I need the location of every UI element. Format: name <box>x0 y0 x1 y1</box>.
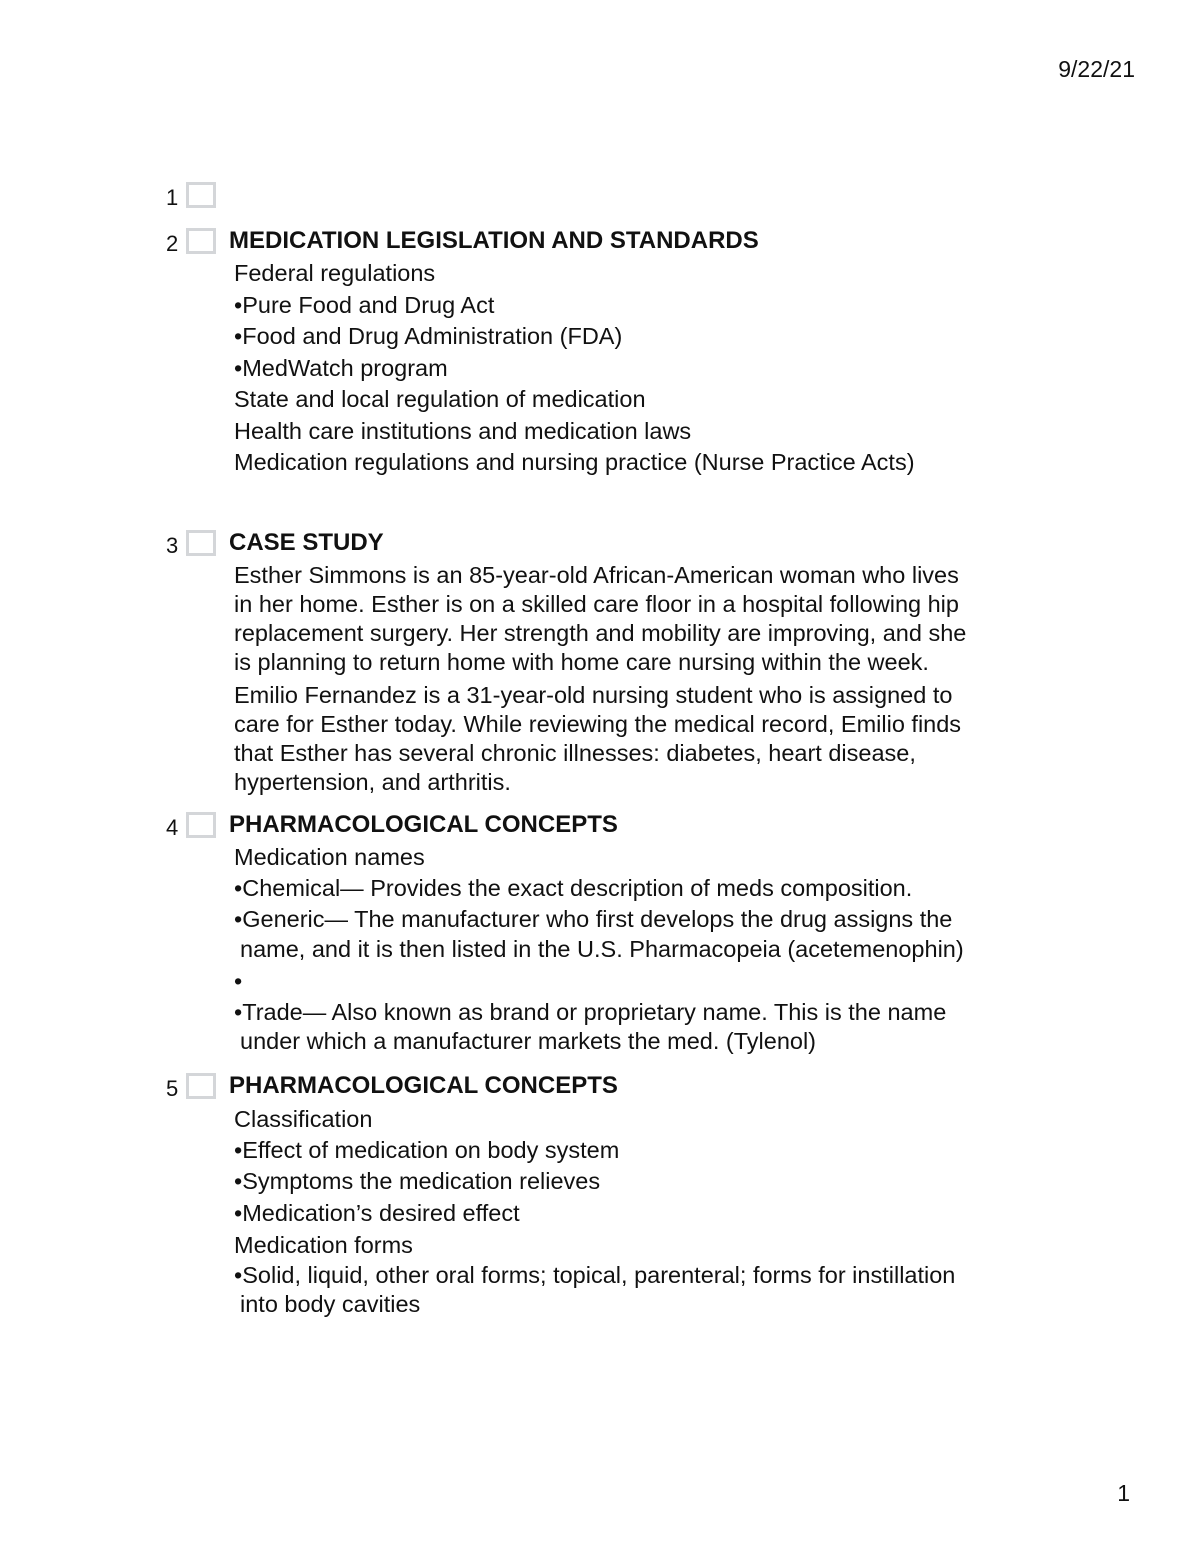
body-line: Medication forms <box>234 1232 413 1258</box>
bullet-line: •Trade— Also known as brand or proprietary name. This is the name <box>234 999 947 1025</box>
slide-body <box>234 258 1034 479</box>
body-line: Classification <box>234 1106 373 1132</box>
paragraph-line: is planning to return home with home care nursing within the week. <box>234 649 929 675</box>
slide-thumbnail-box <box>186 812 216 838</box>
bullet-line: •Effect of medication on body system <box>234 1137 620 1163</box>
body-line: Medication names <box>234 844 425 870</box>
slide-body <box>234 842 1034 1056</box>
bullet-continuation: name, and it is then listed in the U.S. Pharmacopeia (acetemenophin) <box>240 936 964 962</box>
bullet-line: •Pure Food and Drug Act <box>234 291 495 318</box>
paragraph-line: care for Esther today. While reviewing the medical record, Emilio finds <box>234 711 962 737</box>
bullet-line: •Symptoms the medication relieves <box>234 1168 601 1194</box>
slide-title: PHARMACOLOGICAL CONCEPTS <box>229 811 618 838</box>
bullet-continuation: under which a manufacturer markets the med. (Tylenol) <box>240 1028 817 1054</box>
paragraph-line: Esther Simmons is an 85-year-old African-American woman who lives <box>234 562 959 588</box>
slide-number: 5 <box>166 1076 179 1101</box>
bullet-line: •Food and Drug Administration (FDA) <box>234 323 623 349</box>
body-line: Health care institutions and medication laws <box>234 417 692 444</box>
bullet-line: •Solid, liquid, other oral forms; topical, parenteral; forms for instillation <box>234 1262 956 1288</box>
body-line: State and local regulation of medication <box>234 386 646 412</box>
slide-thumbnail-box <box>186 1073 216 1099</box>
bullet-line: •Generic— The manufacturer who first develops the drug assigns the <box>234 906 953 932</box>
bullet-continuation: into body cavities <box>240 1291 421 1317</box>
bullet-line: •MedWatch program <box>234 354 448 381</box>
slide-number: 1 <box>166 185 179 210</box>
page-date: 9/22/21 <box>1058 56 1135 82</box>
slide-number: 2 <box>166 231 179 256</box>
paragraph-line: in her home. Esther is on a skilled care floor in a hospital following hip <box>234 591 959 617</box>
paragraph-line: replacement surgery. Her strength and mobility are improving, and she <box>234 620 967 646</box>
page-number: 1 <box>1117 1480 1130 1506</box>
slide-thumbnail-box <box>186 182 216 208</box>
slide-thumbnail-box <box>186 228 216 254</box>
bullet-line: •Medication’s desired effect <box>234 1200 520 1226</box>
paragraph-line: Emilio Fernandez is a 31-year-old nursing student who is assigned to <box>234 682 953 708</box>
bullet-line: •Chemical— Provides the exact description of meds composition. <box>234 875 913 901</box>
slide-thumbnail-box <box>186 530 216 556</box>
slide-title: CASE STUDY <box>229 529 384 556</box>
paragraph-line: that Esther has several chronic illnesses: diabetes, heart disease, <box>234 740 916 766</box>
slide-number: 4 <box>166 815 179 840</box>
slide-title: MEDICATION LEGISLATION AND STANDARDS <box>229 227 759 254</box>
body-line: Medication regulations and nursing practice (Nurse Practice Acts) <box>234 449 915 475</box>
slide-body <box>234 1104 1034 1319</box>
empty-bullet: • <box>234 968 243 994</box>
paragraph-line: hypertension, and arthritis. <box>234 769 511 795</box>
slide-body <box>234 561 1034 797</box>
slide-title: PHARMACOLOGICAL CONCEPTS <box>229 1072 618 1099</box>
slide-number: 3 <box>166 533 179 558</box>
body-line: Federal regulations <box>234 260 436 286</box>
